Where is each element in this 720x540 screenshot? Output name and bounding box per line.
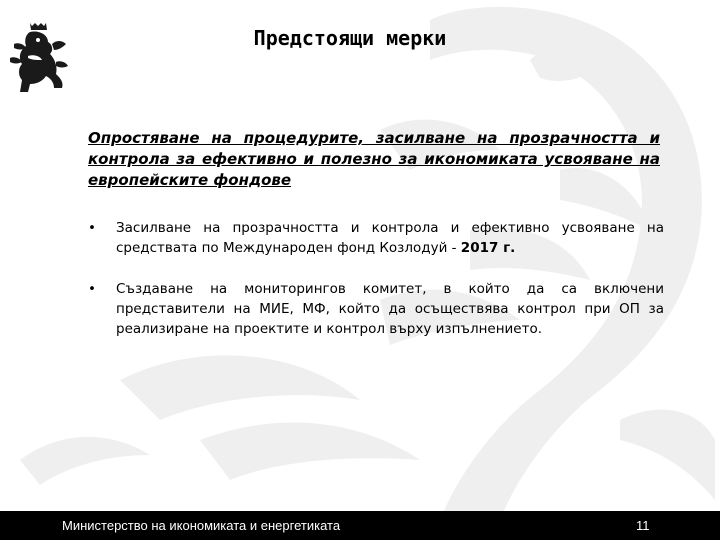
list-item-text: Засилване на прозрачността и контрола и ефективно усвояване на средствата по Международен фонд Козлодуй - (116, 220, 664, 256)
footer-bar (0, 511, 720, 540)
list-item (88, 279, 664, 339)
page-number: 11 (636, 518, 650, 533)
bullet-icon: • (88, 220, 96, 236)
page-title: Предстоящи мерки (253, 26, 447, 50)
bullet-icon: • (88, 281, 96, 297)
list-item-emphasis: 2017 г. (460, 240, 516, 256)
list-item-text: Създаване на мониторингов комитет, в който да са включени представители на МИЕ, МФ, който да осъществява контрол при ОП за реализиране на проектите и контрол върху изпълнението. (116, 281, 664, 337)
ministry-name: Министерство на икономиката и енергетиката (62, 518, 341, 533)
measures-list (88, 218, 664, 360)
section-heading: Опростяване на процедурите, засилване на прозрачността и контрола за ефективно и полезно за икономиката усвояване на европейските фондове (88, 129, 660, 189)
list-item (88, 218, 664, 258)
